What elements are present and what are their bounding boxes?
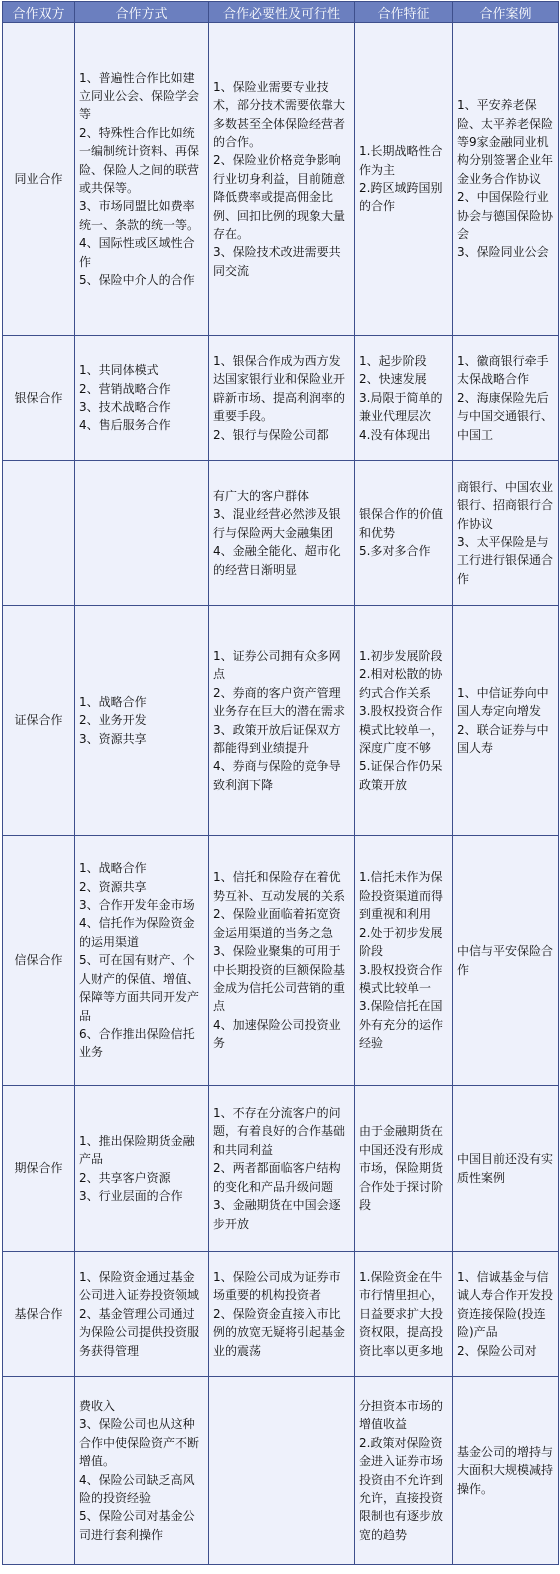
cell-case: 1、平安养老保险、太平养老保险等9家金融同业机构分别签署企业年金业务合作协议 2、中国保险行业协会与德国保险协会 3、保险同业公会	[453, 23, 559, 336]
table-row	[3, 461, 559, 606]
cell-case: 基金公司的增持与大面积大规模减持操作。	[453, 1377, 559, 1565]
header-feature: 合作特征	[355, 2, 453, 23]
table-row	[3, 1377, 559, 1565]
cell-necessity: 有广大的客户群体 3、混业经营必然涉及银行与保险两大金融集团 4、金融全能化、超市化的经营日渐明显	[209, 461, 355, 606]
cell-feature: 1、起步阶段 2、快速发展 3.局限于简单的兼业代理层次 4.没有体现出	[355, 336, 453, 461]
cell-mode: 1、共同体模式 2、营销战略合作 3、技术战略合作 4、售后服务合作	[75, 336, 209, 461]
cell-mode: 1、战略合作 2、资源共享 3、合作开发年金市场 4、信托作为保险资金的运用渠道 5、可在国有财产、个人财产的保值、增值、保障等方面共同开发产品 6、合作推出保险信托业务	[75, 836, 209, 1086]
cell-feature: 1.保险资金在牛市行情里担心，日益要求扩大投资权限，提高投资比率以更多地	[355, 1252, 453, 1377]
cell-party	[3, 461, 75, 606]
header-mode: 合作方式	[75, 2, 209, 23]
cell-feature: 1.长期战略性合作为主 2.跨区域跨国别的合作	[355, 23, 453, 336]
cell-case: 商银行、中国农业银行、招商银行合作协议 3、太平保险是与工行进行银保通合作	[453, 461, 559, 606]
cell-case: 1、信诚基金与信诚人寿合作开发投资连接保险(投连险)产品 2、保险公司对	[453, 1252, 559, 1377]
cell-mode	[75, 461, 209, 606]
cell-feature: 分担资本市场的增值收益 2.政策对保险资金进入证券市场投资由不允许到允许，直接投资限制也有逐步放宽的趋势	[355, 1377, 453, 1565]
cell-mode: 1、推出保险期货金融产品 2、共享客户资源 3、行业层面的合作	[75, 1086, 209, 1252]
cell-party: 期保合作	[3, 1086, 75, 1252]
header-party: 合作双方	[3, 2, 75, 23]
cell-necessity: 1、保险业需要专业技术，部分技术需要依靠大多数甚至全体保险经营者的合作。 2、保险业价格竞争影响行业切身利益，目前随意降低费率或提高佣金比例、回扣比例的现象大量存在。 3、保险技术改进需要共同交流	[209, 23, 355, 336]
table-row	[3, 23, 559, 336]
cell-case: 中信与平安保险合作	[453, 836, 559, 1086]
cell-party: 证保合作	[3, 606, 75, 836]
cell-feature: 1.初步发展阶段 2.相对松散的协约式合作关系 3.股权投资合作模式比较单一，深度广度不够 5.证保合作仍呆政策开放	[355, 606, 453, 836]
cell-necessity: 1、信托和保险存在着优势互补、互动发展的关系 2、保险业面临着拓宽资金运用渠道的当务之急 3、保险业聚集的可用于中长期投资的巨额保险基金成为信托公司营销的重点 4、加速保险公司投资业务	[209, 836, 355, 1086]
cell-feature: 1.信托未作为保险投资渠道而得到重视和利用 2.处于初步发展阶段 3.股权投资合作模式比较单一 3.保险信托在国外有充分的运作经验	[355, 836, 453, 1086]
cell-case: 1、徽商银行牵手太保战略合作 2、海康保险先后与中国交通银行、中国工	[453, 336, 559, 461]
cell-necessity: 1、证券公司拥有众多网点 2、券商的客户资产管理业务存在巨大的潜在需求 3、政策开放后证保双方都能得到业绩提升 4、券商与保险的竞争导致利润下降	[209, 606, 355, 836]
cell-mode: 1、战略合作 2、业务开发 3、资源共享	[75, 606, 209, 836]
cell-party: 信保合作	[3, 836, 75, 1086]
table-row	[3, 1086, 559, 1252]
cell-necessity	[209, 1377, 355, 1565]
header-necessity: 合作必要性及可行性	[209, 2, 355, 23]
cell-party: 银保合作	[3, 336, 75, 461]
cell-necessity: 1、保险公司成为证券市场重要的机构投资者 2、保险资金直接入市比例的放宽无疑将引起基金业的震荡	[209, 1252, 355, 1377]
cell-party	[3, 1377, 75, 1565]
header-case: 合作案例	[453, 2, 559, 23]
cell-feature: 银保合作的价值和优势 5.多对多合作	[355, 461, 453, 606]
cell-party: 基保合作	[3, 1252, 75, 1377]
cell-necessity: 1、银保合作成为西方发达国家银行业和保险业开辟新市场、提高利润率的重要手段。 2、银行与保险公司都	[209, 336, 355, 461]
table-row	[3, 1252, 559, 1377]
cell-necessity: 1、不存在分流客户的问题，有着良好的合作基础和共同利益 2、两者都面临客户结构的变化和产品升级问题 3、金融期货在中国会逐步开放	[209, 1086, 355, 1252]
cooperation-table	[2, 1, 559, 1565]
cell-case: 1、中信证券向中国人寿定向增发 2、联合证券与中国人寿	[453, 606, 559, 836]
table-row	[3, 836, 559, 1086]
cell-mode: 费收入 3、保险公司也从这种合作中使保险资产不断增值。 4、保险公司缺乏高风险的投资经验 5、保险公司对基金公司进行套利操作	[75, 1377, 209, 1565]
cell-mode: 1、普遍性合作比如建立同业公会、保险学会等 2、特殊性合作比如统一编制统计资料、再保险、保险人之间的联营或共保等。 3、市场同盟比如费率统一、条款的统一等。 4、国际性或区域性合作 5、保险中介人的合作	[75, 23, 209, 336]
cell-party: 同业合作	[3, 23, 75, 336]
cell-mode: 1、保险资金通过基金公司进入证券投资领域 2、基金管理公司通过为保险公司提供投资服务获得管理	[75, 1252, 209, 1377]
header-row	[3, 2, 559, 23]
cell-feature: 由于金融期货在中国还没有形成市场，保险期货合作处于探讨阶段	[355, 1086, 453, 1252]
table-row	[3, 606, 559, 836]
table-row	[3, 336, 559, 461]
cell-case: 中国目前还没有实质性案例	[453, 1086, 559, 1252]
